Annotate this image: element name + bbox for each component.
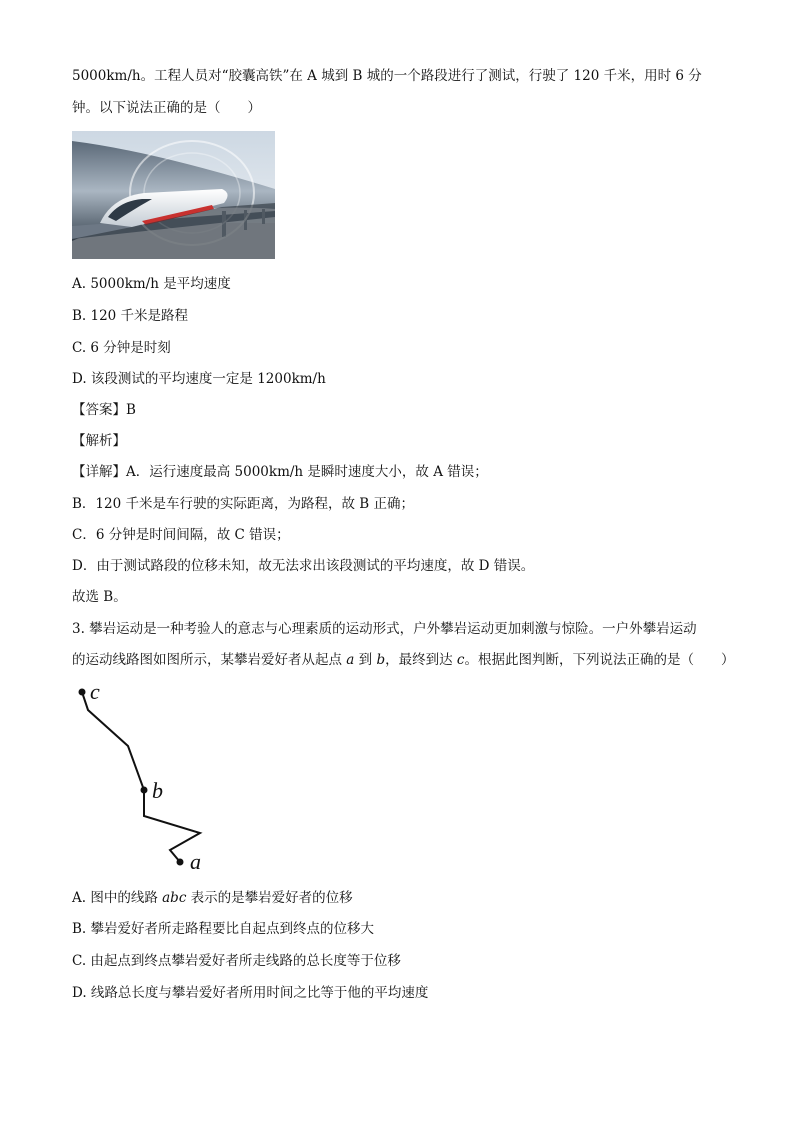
q3-option-a-text-1: A. 图中的线路 <box>72 890 163 906</box>
point-c <box>79 689 86 696</box>
q3-option-a-text-2: 表示的是攀岩爱好者的位移 <box>186 890 353 906</box>
q3-option-a <box>72 889 353 907</box>
climbing-route-diagram <box>70 676 220 876</box>
q3-stem-line2 <box>72 651 734 669</box>
q3-stem-var-b: b <box>376 652 386 668</box>
label-a: a <box>190 849 201 874</box>
q2-explanation-5: 故选 B。 <box>72 589 127 605</box>
label-b: b <box>152 778 163 803</box>
q3-stem-var-a: a <box>346 652 355 668</box>
q2-option-c: C. 6 分钟是时刻 <box>72 340 171 356</box>
q3-option-b: B. 攀岩爱好者所走路程要比自起点到终点的位移大 <box>72 921 375 937</box>
q3-stem-text-2: 到 <box>354 652 377 668</box>
capsule-train-photo <box>72 131 275 259</box>
label-c: c <box>90 679 100 704</box>
route-path <box>82 692 200 862</box>
q3-stem-text-3: ，最终到达 <box>385 652 457 668</box>
q3-stem-var-c: c <box>456 652 465 668</box>
q3-stem-text-4: 。根据此图判断，下列说法正确的是（ ） <box>464 652 735 668</box>
q3-option-a-var: abc <box>162 890 187 906</box>
point-b <box>141 787 148 794</box>
q2-option-b: B. 120 千米是路程 <box>72 308 189 324</box>
q2-explanation-2: B．120 千米是车行驶的实际距离，为路程，故 B 正确； <box>72 496 414 512</box>
q2-option-a: A. 5000km/h 是平均速度 <box>72 276 231 292</box>
q2-stem-line1: 5000km/h。工程人员对“胶囊高铁”在 A 城到 B 城的一个路段进行了测试，行驶了 120 千米，用时 6 分 <box>72 68 702 84</box>
q2-stem-line2: 钟。以下说法正确的是（ ） <box>72 100 261 116</box>
q3-option-c: C. 由起点到终点攀岩爱好者所走线路的总长度等于位移 <box>72 953 401 969</box>
q2-option-d: D. 该段测试的平均速度一定是 1200km/h <box>72 371 326 387</box>
q2-analysis-label: 【解析】 <box>72 433 126 449</box>
q2-explanation-3: C．6 分钟是时间间隔，故 C 错误； <box>72 527 290 543</box>
q2-answer: 【答案】B <box>72 402 136 418</box>
point-a <box>177 859 184 866</box>
q2-explanation-1: 【详解】A．运行速度最高 5000km/h 是瞬时速度大小，故 A 错误； <box>72 464 488 480</box>
q3-stem-line1: 3. 攀岩运动是一种考验人的意志与心理素质的运动形式，户外攀岩运动更加刺激与惊险。一户外攀岩运动 <box>72 621 697 637</box>
q2-explanation-4: D．由于测试路段的位移未知，故无法求出该段测试的平均速度，故 D 错误。 <box>72 558 535 574</box>
q3-stem-text-1: 的运动线路图如图所示，某攀岩爱好者从起点 <box>72 652 347 668</box>
q3-option-d: D. 线路总长度与攀岩爱好者所用时间之比等于他的平均速度 <box>72 985 429 1001</box>
